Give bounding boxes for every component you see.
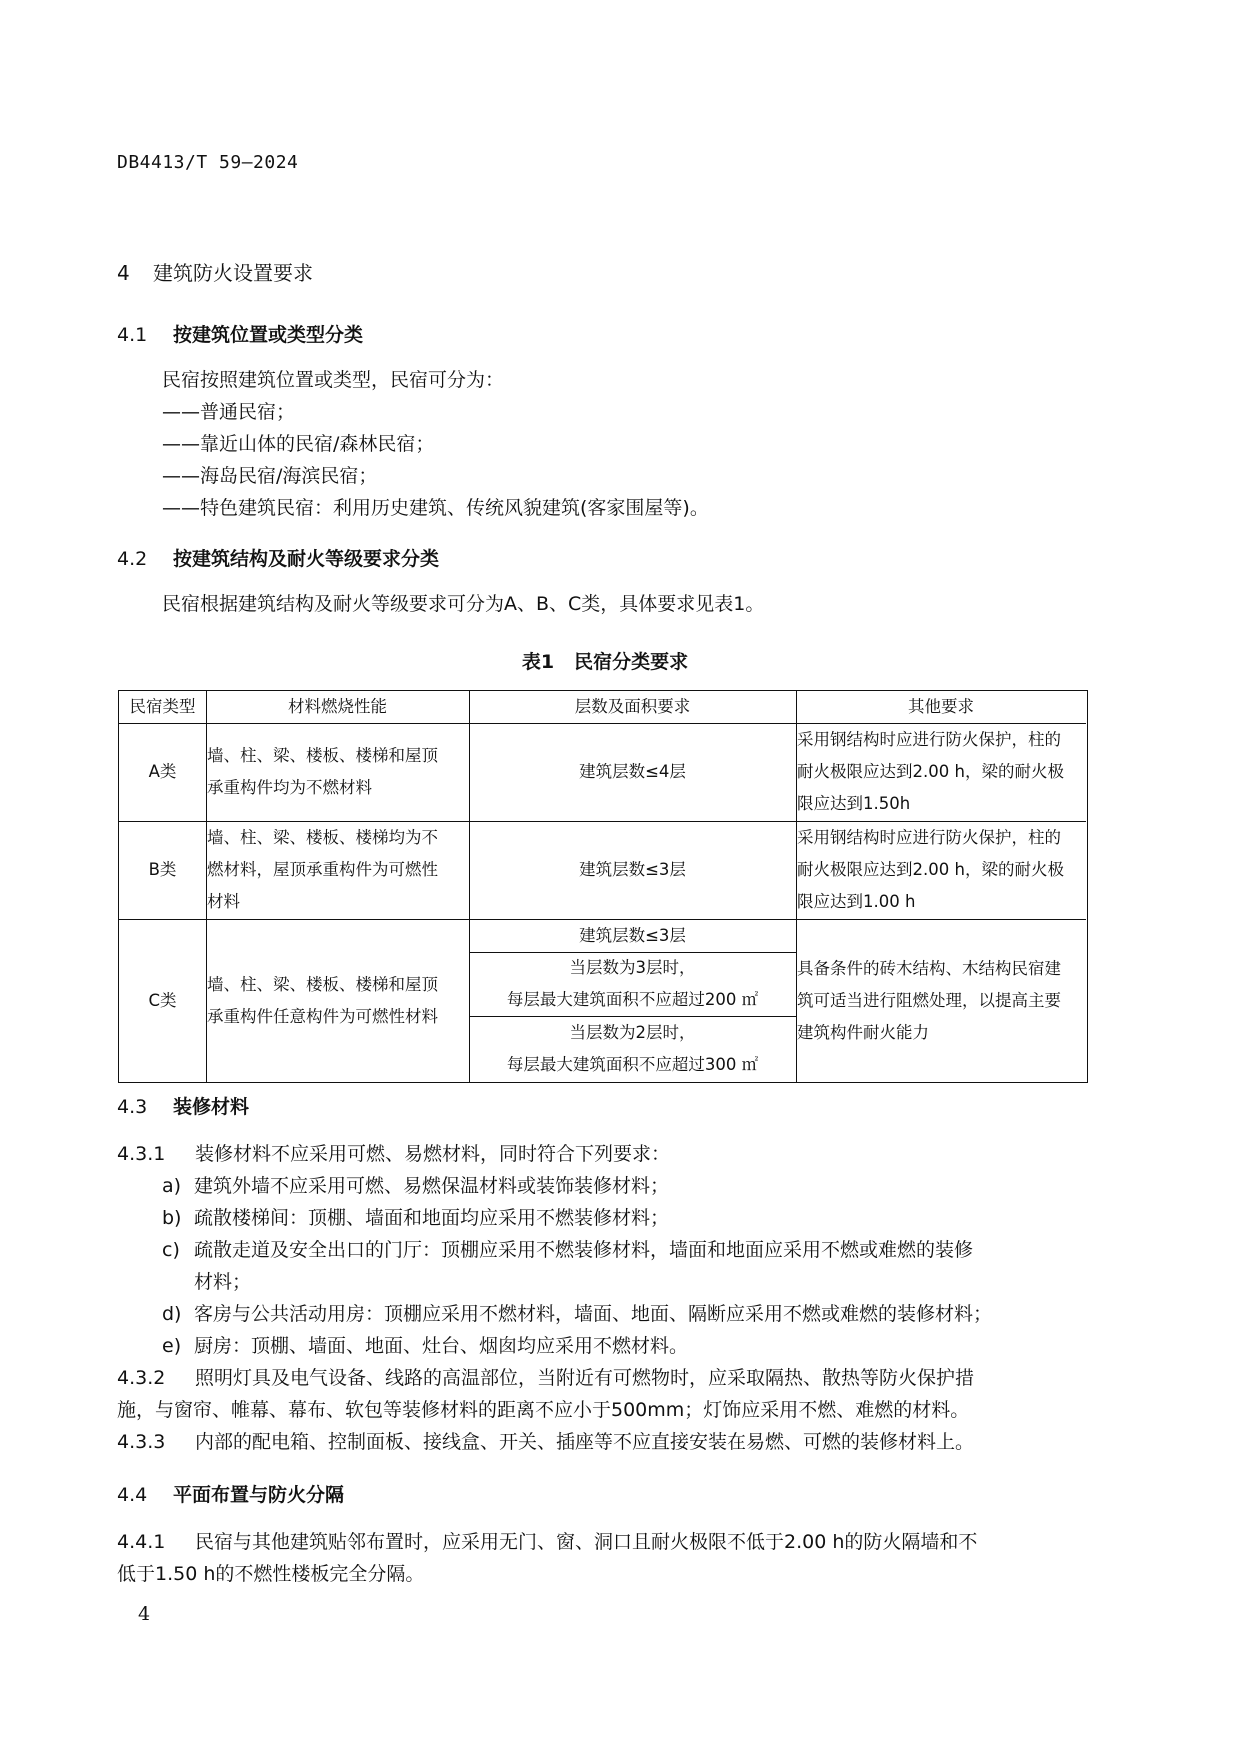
table-header-type: 民宿类型	[129, 697, 196, 716]
section-4-2-text: 民宿根据建筑结构及耐火等级要求可分为A、B、C类，具体要求见表1。	[162, 593, 765, 615]
table-header-floors: 层数及面积要求	[574, 697, 691, 716]
section-number: 4.4	[117, 1484, 148, 1506]
table-header-other: 其他要求	[908, 697, 974, 716]
section-number: 4.1	[117, 324, 148, 346]
list-label: e)	[162, 1335, 182, 1357]
table-title	[0, 647, 1210, 674]
table-caption: 民宿分类要求	[574, 651, 689, 673]
cell-line: 耐火极限应达到2.00 h，梁的耐火极	[797, 860, 1064, 879]
cell-line: 采用钢结构时应进行防火保护，柱的	[797, 730, 1061, 749]
list-label: a)	[162, 1175, 182, 1197]
cell-line: 每层最大建筑面积不应超过300 ㎡	[506, 1055, 759, 1074]
list-label: c)	[162, 1239, 180, 1261]
section-title: 装修材料	[173, 1096, 250, 1118]
section-4-1-intro: 民宿按照建筑位置或类型，民宿可分为：	[162, 369, 505, 391]
list-item-d	[162, 1298, 992, 1330]
page-number: 4	[138, 1603, 151, 1625]
clause-text: 装修材料不应采用可燃、易燃材料，同时符合下列要求：	[195, 1143, 671, 1165]
table-cell-material-a	[206, 723, 469, 821]
section-number: 4.3	[117, 1096, 148, 1118]
section-4-4-heading	[117, 1480, 344, 1507]
section-title: 平面布置与防火分隔	[173, 1484, 345, 1506]
clause-number: 4.3.2	[117, 1367, 166, 1389]
table-cell-floors-a: 建筑层数≤4层	[579, 762, 686, 781]
list-item-e	[162, 1330, 688, 1362]
clause-number: 4.3.3	[117, 1431, 166, 1453]
table-header-material: 材料燃烧性能	[288, 697, 387, 716]
table-number: 表1	[521, 651, 555, 673]
table-cell-floors-c2	[469, 952, 796, 1016]
list-text: 疏散走道及安全出口的门厅：顶棚应采用不燃装修材料，墙面和地面应采用不燃或难燃的装修	[194, 1239, 974, 1261]
cell-line: 每层最大建筑面积不应超过200 ㎡	[506, 990, 759, 1009]
table-cell-type-b: B类	[148, 860, 177, 879]
table-cell-other-a	[796, 723, 1086, 821]
cell-line: 耐火极限应达到2.00 h，梁的耐火极	[797, 762, 1064, 781]
cell-line: 建筑构件耐火能力	[797, 1022, 929, 1042]
table-cell-other-c	[796, 919, 1086, 1082]
list-label: b)	[162, 1207, 182, 1229]
clause-number: 4.3.1	[117, 1143, 166, 1165]
classification-table	[118, 690, 1088, 1083]
table-cell-other-b	[796, 821, 1086, 919]
clause-text: 民宿与其他建筑贴邻布置时，应采用无门、窗、洞口且耐火极限不低于2.00 h的防火隔墙和不	[195, 1531, 978, 1553]
section-number: 4.2	[117, 548, 148, 570]
list-item-b	[162, 1202, 669, 1234]
clause-text: 内部的配电箱、控制面板、接线盒、开关、插座等不应直接安装在易燃、可燃的装修材料上。	[195, 1431, 975, 1453]
section-4-3-heading	[117, 1092, 249, 1119]
clause-number: 4.4.1	[117, 1531, 166, 1553]
list-text: 客房与公共活动用房：顶棚应采用不燃材料，墙面、地面、隔断应采用不燃或难燃的装修材料；	[194, 1303, 993, 1325]
clause-4-4-1-continued: 低于1.50 h的不燃性楼板完全分隔。	[117, 1563, 425, 1585]
list-text: 厨房：顶棚、墙面、地面、灶台、烟囱均应采用不燃材料。	[194, 1335, 689, 1357]
cell-line: 采用钢结构时应进行防火保护，柱的	[797, 828, 1061, 847]
list-item: ——普通民宿；	[162, 401, 296, 423]
table-cell-floors-c1: 建筑层数≤3层	[579, 925, 686, 945]
cell-line: 限应达到1.00 h	[797, 892, 916, 911]
list-item: ——特色建筑民宿：利用历史建筑、传统风貌建筑(客家围屋等)。	[162, 497, 709, 519]
list-label: d)	[162, 1303, 182, 1325]
section-number: 4	[117, 261, 130, 285]
table-cell-material-c	[206, 919, 469, 1082]
cell-line: 墙、柱、梁、楼板、楼梯和屋顶	[207, 746, 438, 765]
section-4-1-heading	[117, 320, 363, 347]
list-text: 建筑外墙不应采用可燃、易燃保温材料或装饰装修材料；	[194, 1175, 670, 1197]
cell-line: 承重构件任意构件为可燃性材料	[207, 1006, 438, 1026]
cell-line: 限应达到1.50h	[797, 794, 911, 813]
cell-line: 材料	[207, 892, 240, 911]
clause-4-3-2	[117, 1362, 974, 1394]
section-title: 建筑防火设置要求	[153, 261, 313, 285]
table-cell-material-b	[206, 821, 469, 919]
standard-code: DB4413/T 59—2024	[117, 152, 299, 173]
table-cell-type-a: A类	[148, 762, 177, 781]
clause-4-3-3	[117, 1426, 974, 1458]
cell-line: 燃材料，屋顶承重构件为可燃性	[207, 860, 438, 879]
clause-4-4-1	[117, 1526, 977, 1558]
cell-line: 墙、柱、梁、楼板、楼梯均为不	[207, 828, 438, 847]
list-item-c	[162, 1234, 973, 1266]
cell-line: 具备条件的砖木结构、木结构民宿建	[797, 958, 1061, 978]
list-item-a	[162, 1170, 669, 1202]
table-cell-floors-c3	[469, 1016, 796, 1082]
section-title: 按建筑结构及耐火等级要求分类	[173, 548, 440, 570]
cell-line: 承重构件均为不燃材料	[207, 778, 372, 797]
section-4-heading	[117, 257, 313, 286]
table-cell-floors-b: 建筑层数≤3层	[579, 860, 686, 879]
clause-text: 照明灯具及电气设备、线路的高温部位，当附近有可燃物时，应采取隔热、散热等防火保护措	[195, 1367, 975, 1389]
list-item: ——靠近山体的民宿/森林民宿；	[162, 433, 435, 455]
cell-line: 当层数为3层时，	[569, 958, 696, 977]
clause-4-3-1	[117, 1138, 670, 1170]
cell-line: 墙、柱、梁、楼板、楼梯和屋顶	[207, 974, 438, 994]
clause-4-3-2-continued: 施，与窗帘、帷幕、幕布、软包等装修材料的距离不应小于500mm；灯饰应采用不燃、难燃的材料。	[117, 1399, 970, 1421]
cell-line: 筑可适当进行阻燃处理，以提高主要	[797, 990, 1061, 1010]
cell-line: 当层数为2层时，	[569, 1023, 696, 1042]
list-item: ——海岛民宿/海滨民宿；	[162, 465, 378, 487]
section-4-2-heading	[117, 544, 439, 571]
table-cell-type-c: C类	[148, 990, 177, 1010]
section-title: 按建筑位置或类型分类	[173, 324, 364, 346]
list-text: 疏散楼梯间：顶棚、墙面和地面均应采用不燃装修材料；	[194, 1207, 670, 1229]
list-text-continued: 材料；	[194, 1271, 252, 1293]
